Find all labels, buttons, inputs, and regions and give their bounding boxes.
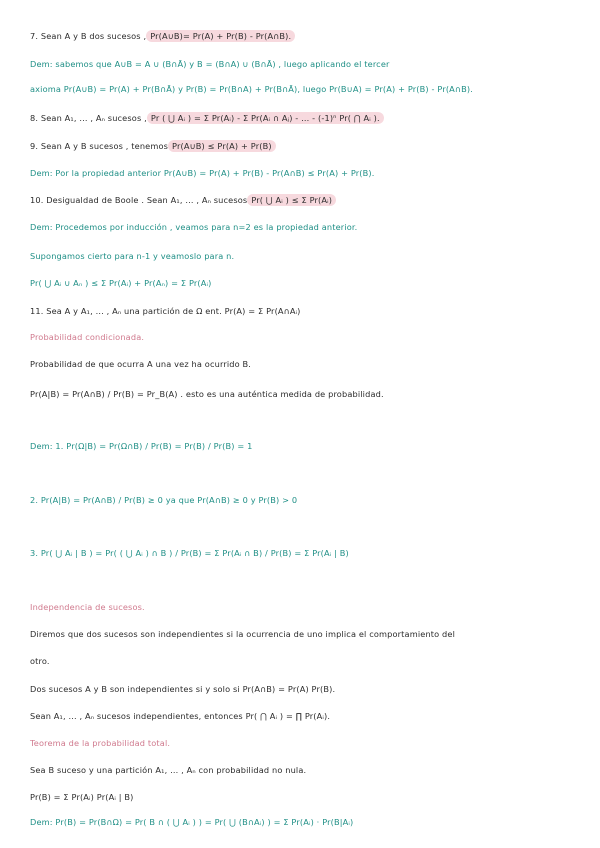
text-line xyxy=(30,277,600,289)
text-fragment: Dem: sabemos que A∪B = A ∪ (B∩Ā) y B = (B∩A) ∪ (B∩Ā) , luego aplicando el tercer xyxy=(30,59,390,69)
text-fragment: axioma Pr(A∪B) = Pr(A) + Pr(B∩Ā) y Pr(B) = Pr(B∩A) + Pr(B∩Ā), luego Pr(B∪A) = Pr(A) + Pr(B) - Pr(A∩B). xyxy=(30,84,473,94)
text-line xyxy=(30,58,600,70)
text-fragment: Dem: Por la propiedad anterior Pr(A∪B) = Pr(A) + Pr(B) - Pr(A∩B) ≤ Pr(A) + Pr(B). xyxy=(30,168,375,178)
text-line xyxy=(30,250,600,262)
text-line xyxy=(30,494,600,506)
text-line xyxy=(30,331,600,343)
text-line xyxy=(30,710,600,722)
text-fragment: 11. Sea A y A₁, ... , Aₙ una partición de Ω ent. Pr(A) = Σ Pr(A∩Aᵢ) xyxy=(30,306,301,316)
text-line xyxy=(30,83,600,95)
text-line xyxy=(30,547,600,559)
text-line xyxy=(30,112,600,124)
text-line xyxy=(30,194,600,206)
text-fragment: Supongamos cierto para n-1 y veamoslo para n. xyxy=(30,251,235,261)
text-line xyxy=(30,140,600,152)
text-fragment: Diremos que dos sucesos son independientes si la ocurrencia de uno implica el comportamiento del xyxy=(30,629,456,639)
text-fragment: Probabilidad condicionada. xyxy=(30,332,145,342)
text-fragment: Pr ( ⋃ Aᵢ ) = Σ Pr(Aᵢ) - Σ Pr(Aᵢ ∩ Aⱼ) - ... - (-1)ⁿ Pr( ⋂ Aᵢ ). xyxy=(147,112,384,124)
text-fragment: Pr(A|B) = Pr(A∩B) / Pr(B) = Pr_B(A) . esto es una auténtica medida de probabilidad. xyxy=(30,389,384,399)
text-line xyxy=(30,816,600,828)
text-fragment: 10. Desigualdad de Boole . Sean A₁, ... , Aₙ sucesos xyxy=(30,195,248,205)
text-fragment: Independencia de sucesos. xyxy=(30,602,145,612)
text-fragment: Probabilidad de que ocurra A una vez ha ocurrido B. xyxy=(30,359,252,369)
text-line xyxy=(30,440,600,452)
text-line xyxy=(30,388,600,400)
text-fragment: Pr( ⋃ Aᵢ ∪ Aₙ ) ≤ Σ Pr(Aᵢ) + Pr(Aₙ) = Σ Pr(Aᵢ) xyxy=(30,278,212,288)
text-fragment: Pr(B) = Σ Pr(Aᵢ) Pr(Aᵢ | B) xyxy=(30,792,134,802)
text-fragment: 7. Sean A y B dos sucesos , xyxy=(30,31,147,41)
text-fragment: Pr(A∪B)= Pr(A) + Pr(B) - Pr(A∩B). xyxy=(146,30,295,42)
text-fragment: Pr( ⋃ Aᵢ ) ≤ Σ Pr(Aᵢ) xyxy=(247,194,336,206)
text-line xyxy=(30,601,600,613)
text-line xyxy=(30,655,600,667)
text-fragment: Teorema de la probabilidad total. xyxy=(30,738,171,748)
text-fragment: Sea B suceso y una partición A₁, ... , Aₙ con probabilidad no nula. xyxy=(30,765,307,775)
text-fragment: 3. Pr( ⋃ Aᵢ | B ) = Pr( ( ⋃ Aᵢ ) ∩ B ) / Pr(B) = Σ Pr(Aᵢ ∩ B) / Pr(B) = Σ Pr(Aᵢ | B) xyxy=(30,548,349,558)
text-fragment: 2. Pr(A|B) = Pr(A∩B) / Pr(B) ≥ 0 ya que Pr(A∩B) ≥ 0 y Pr(B) > 0 xyxy=(30,495,298,505)
text-fragment: Sean A₁, ... , Aₙ sucesos independientes, entonces Pr( ⋂ Aᵢ ) = ∏ Pr(Aᵢ). xyxy=(30,711,331,721)
text-line xyxy=(30,628,600,640)
text-fragment: otro. xyxy=(30,656,50,666)
text-line xyxy=(30,167,600,179)
text-line xyxy=(30,221,600,233)
text-line xyxy=(30,358,600,370)
text-line xyxy=(30,30,600,42)
text-fragment: Dem: Pr(B) = Pr(B∩Ω) = Pr( B ∩ ( ⋃ Aᵢ ) ) = Pr( ⋃ (B∩Aᵢ) ) = Σ Pr(Aᵢ) · Pr(B|Aᵢ) xyxy=(30,817,354,827)
text-line xyxy=(30,764,600,776)
text-fragment: 9. Sean A y B sucesos , tenemos xyxy=(30,141,169,151)
text-fragment: Dem: Procedemos por inducción , veamos para n=2 es la propiedad anterior. xyxy=(30,222,358,232)
text-line xyxy=(30,683,600,695)
text-line xyxy=(30,791,600,803)
text-line xyxy=(30,737,600,749)
text-fragment: Pr(A∪B) ≤ Pr(A) + Pr(B) xyxy=(168,140,276,152)
text-line xyxy=(30,305,600,317)
text-fragment: 8. Sean A₁, ... , Aₙ sucesos , xyxy=(30,113,147,123)
text-fragment: Dem: 1. Pr(Ω|B) = Pr(Ω∩B) / Pr(B) = Pr(B) / Pr(B) = 1 xyxy=(30,441,253,451)
text-fragment: Dos sucesos A y B son independientes si y solo si Pr(A∩B) = Pr(A) Pr(B). xyxy=(30,684,336,694)
